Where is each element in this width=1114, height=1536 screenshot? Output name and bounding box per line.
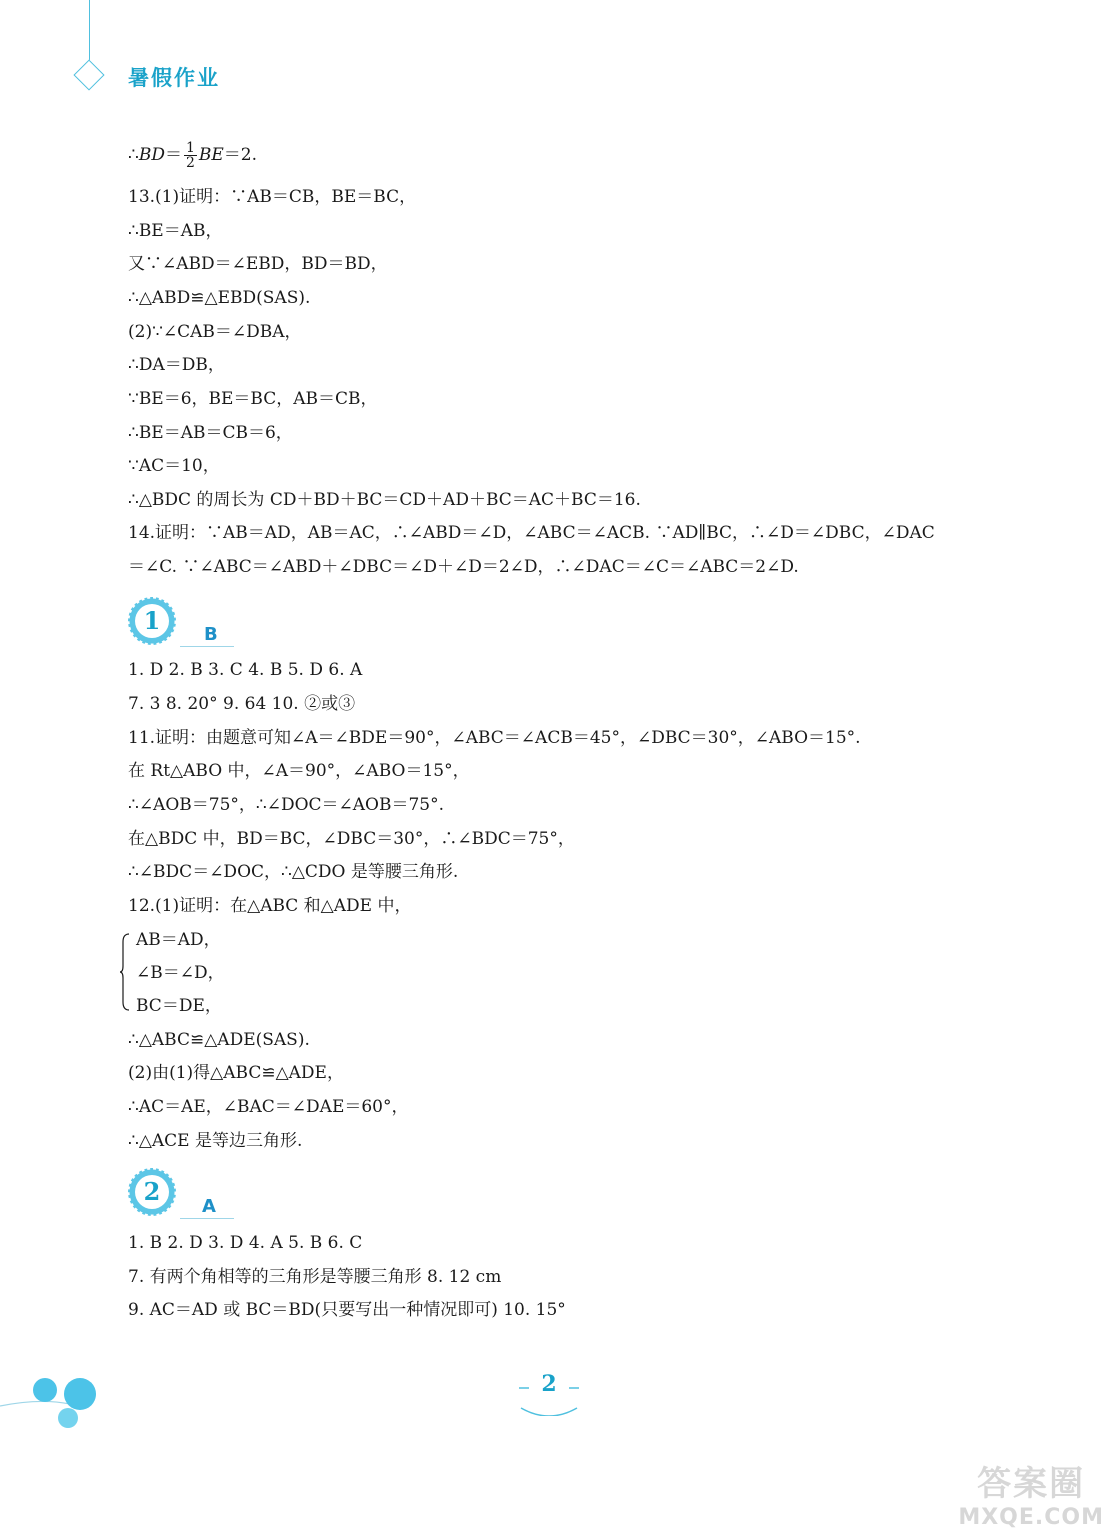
answer-line-15: 7. 3 8. 20° 9. 64 10. ②或③ bbox=[128, 694, 356, 714]
page-header-title: 暑假作业 bbox=[128, 66, 220, 90]
decorative-dots-icon bbox=[0, 1368, 110, 1438]
watermark-title: 答案圈 bbox=[977, 1464, 1086, 1504]
fraction-numerator: 1 bbox=[185, 140, 195, 156]
section-2-badge-icon bbox=[126, 1166, 178, 1218]
text: BE bbox=[198, 145, 224, 165]
section-2-rule bbox=[180, 1218, 234, 1219]
text: ＝2. bbox=[223, 145, 258, 165]
answer-line-19: 在△BDC 中，BD＝BC，∠DBC＝30°，∴∠BDC＝75°， bbox=[128, 829, 575, 849]
answer-line-1 bbox=[128, 141, 257, 170]
text: ＝ bbox=[164, 145, 182, 165]
answer-line-20: ∴∠BDC＝∠DOC，∴△CDO 是等腰三角形. bbox=[128, 862, 459, 882]
fraction bbox=[184, 141, 197, 170]
answer-line-5: ∴△ABD≌△EBD(SAS). bbox=[128, 288, 311, 308]
answer-line-18: ∴∠AOB＝75°，∴∠DOC＝∠AOB＝75°. bbox=[128, 795, 445, 815]
section-2-number: 2 bbox=[143, 1177, 161, 1206]
answer-line-12: 14.证明：∵AB＝AD，AB＝AC，∴∠ABD＝∠D，∠ABC＝∠ACB. ∵AD∥BC，∴∠D＝∠DBC，∠DAC bbox=[128, 523, 935, 543]
answer-line-26: (2)由(1)得△ABC≌△ADE， bbox=[128, 1063, 344, 1083]
answer-line-28: ∴△ACE 是等边三角形. bbox=[128, 1131, 303, 1151]
answer-line-2: 13.(1)证明：∵AB＝CB，BE＝BC， bbox=[128, 187, 417, 207]
section-1-badge-icon bbox=[126, 595, 178, 647]
answer-line-7: ∴DA＝DB， bbox=[128, 355, 225, 375]
answer-line-3: ∴BE＝AB， bbox=[128, 221, 223, 241]
text: ∴ bbox=[128, 145, 139, 165]
answer-line-13: ＝∠C. ∵∠ABC＝∠ABD＋∠DBC＝∠D＋∠D＝2∠D，∴∠DAC＝∠C＝∠ABC＝2∠D. bbox=[128, 557, 799, 577]
answer-line-9: ∴BE＝AB＝CB＝6， bbox=[128, 423, 293, 443]
diamond-icon bbox=[73, 59, 104, 90]
answer-line-21: 12.(1)证明：在△ABC 和△ADE 中， bbox=[128, 896, 412, 916]
section-2-level: A bbox=[202, 1196, 216, 1217]
left-brace-icon bbox=[120, 932, 130, 1012]
answer-line-31: 9. AC＝AD 或 BC＝BD(只要写出一种情况即可) 10. 15° bbox=[128, 1300, 566, 1320]
answer-line-22: AB＝AD， bbox=[136, 930, 221, 950]
answer-line-24: BC＝DE， bbox=[136, 996, 222, 1016]
watermark-url: MXQE.COM bbox=[958, 1505, 1104, 1530]
answer-line-10: ∵AC＝10， bbox=[128, 456, 220, 476]
answer-line-23: ∠B＝∠D， bbox=[136, 963, 225, 983]
header-vertical-line bbox=[89, 0, 90, 60]
answer-line-16: 11.证明：由题意可知∠A＝∠BDE＝90°，∠ABC＝∠ACB＝45°，∠DBC＝30°，∠ABO＝15°. bbox=[128, 728, 861, 748]
section-1-level: B bbox=[204, 624, 218, 645]
answer-line-30: 7. 有两个角相等的三角形是等腰三角形 8. 12 cm bbox=[128, 1267, 502, 1287]
answer-line-25: ∴△ABC≌△ADE(SAS). bbox=[128, 1030, 310, 1050]
watermark-logo bbox=[958, 1456, 1104, 1530]
answer-line-14: 1. D 2. B 3. C 4. B 5. D 6. A bbox=[128, 660, 363, 680]
answer-line-8: ∵BE＝6，BE＝BC，AB＝CB， bbox=[128, 389, 378, 409]
answer-line-29: 1. B 2. D 3. D 4. A 5. B 6. C bbox=[128, 1233, 363, 1253]
section-1-number: 1 bbox=[143, 606, 161, 635]
text: BD bbox=[138, 145, 165, 165]
fraction-denominator: 2 bbox=[185, 155, 195, 171]
section-1-rule bbox=[180, 646, 234, 647]
page-number: 2 bbox=[541, 1371, 557, 1397]
answer-line-17: 在 Rt△ABO 中，∠A＝90°，∠ABO＝15°， bbox=[128, 761, 470, 781]
answer-line-6: (2)∵∠CAB＝∠DBA， bbox=[128, 322, 302, 342]
answer-line-11: ∴△BDC 的周长为 CD＋BD＋BC＝CD＋AD＋BC＝AC＋BC＝16. bbox=[128, 490, 641, 510]
answer-line-4: 又∵∠ABD＝∠EBD，BD＝BD， bbox=[128, 254, 388, 274]
answer-line-27: ∴AC＝AE，∠BAC＝∠DAE＝60°， bbox=[128, 1097, 409, 1117]
